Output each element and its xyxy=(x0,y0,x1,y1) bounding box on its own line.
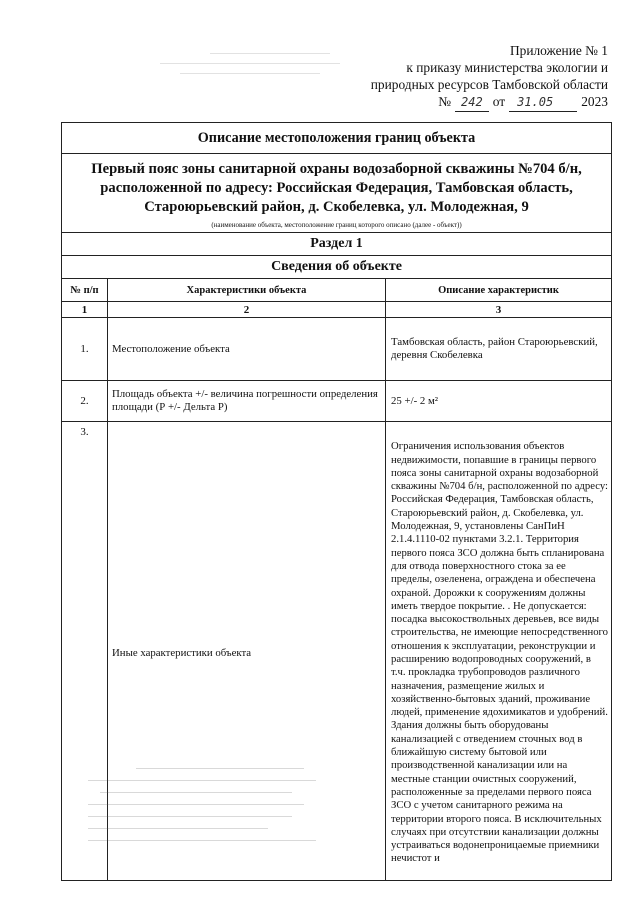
col-number: 3 xyxy=(386,302,612,318)
row-description: Тамбовская область, район Староюрьевский, деревня Скобелевка xyxy=(386,318,612,381)
order-date: 31.05 xyxy=(509,94,577,112)
appendix-line-2: к приказу министерства экологии и xyxy=(406,60,608,75)
table-header-row xyxy=(62,279,612,302)
row-description: Ограничения использования объектов недвижимости, попавшие в границы первого пояса зоны санитарной охраны водозаборной скважины №704 б/н, расположенной по адресу: Российская Федерация, Тамбовская область, Староюрьевский район, д. Скобелевка, ул. Молодежная, 9, установлены СанПиН 2.1.4.1110-02 пунктами 3.2.1. Территория первого пояса ЗСО должна быть спланирована для отвода поверхностного стока за ее пределы, озеленена, ограждена и обеспечена охраной. Дорожки к сооружениям должны иметь твердое покрытие. . Не допускается: посадка высокоствольных деревьев, все виды строительства, не имеющие непосредственного отношения к эксплуатации, реконструкции и расширению водопроводных сооружений, в т.ч. прокладка трубопроводов различного назначения, размещение жилых и хозяйственно-бытовых зданий, проживание людей, применение ядохимикатов и удобрений. Здания должны быть оборудованы канализацией с отведением сточных вод в ближайшую систему бытовой или производственной канализации или на местные станции очистных сооружений, расположенные за пределами первого пояса ЗСО с учетом санитарного режима на территории второго пояса. В исключительных случаях при отсутствии канализации должны устраиваться водонепроницаемые приемники нечистот и xyxy=(386,422,612,881)
row-characteristic: Местоположение объекта xyxy=(108,318,386,381)
order-number: 242 xyxy=(455,94,489,112)
object-name-cell xyxy=(62,154,612,233)
table-row xyxy=(62,318,612,381)
section-heading: Раздел 1 xyxy=(62,233,612,256)
col-number: 2 xyxy=(108,302,386,318)
row-description: 25 +/- 2 м² xyxy=(386,381,612,422)
col-header-characteristic: Характеристики объекта xyxy=(108,279,386,302)
info-heading: Сведения об объекте xyxy=(62,256,612,279)
row-characteristic: Площадь объекта +/- величина погрешности определения площади (Р +/- Дельта Р) xyxy=(108,381,386,422)
order-prefix: № xyxy=(438,94,452,109)
col-header-description: Описание характеристик xyxy=(386,279,612,302)
appendix-header xyxy=(308,42,608,112)
row-number: 2. xyxy=(62,381,108,422)
column-numbers-row xyxy=(62,302,612,318)
order-from: от xyxy=(492,94,506,109)
col-header-num: № п/п xyxy=(62,279,108,302)
object-note: (наименование объекта, местоположение границ которого описано (далее - объект)) xyxy=(211,221,462,229)
appendix-line-3: природных ресурсов Тамбовской области xyxy=(370,77,608,92)
row-number: 1. xyxy=(62,318,108,381)
row-number: 3. xyxy=(62,422,108,881)
order-line xyxy=(308,93,608,112)
object-name: Первый пояс зоны санитарной охраны водозаборной скважины №704 б/н, расположенной по адресу: Российская Федерация, Тамбовская область, Староюрьевский район, д. Скобелевка, ул. Молодежная, 9 xyxy=(91,161,582,215)
appendix-line-1: Приложение № 1 xyxy=(509,43,608,58)
faded-stamp-marks xyxy=(88,768,328,852)
col-number: 1 xyxy=(62,302,108,318)
row-characteristic: Иные характеристики объекта xyxy=(108,422,386,881)
table-row xyxy=(62,381,612,422)
order-year: 2023 xyxy=(581,94,608,109)
document-title: Описание местоположения границ объекта xyxy=(62,123,612,154)
